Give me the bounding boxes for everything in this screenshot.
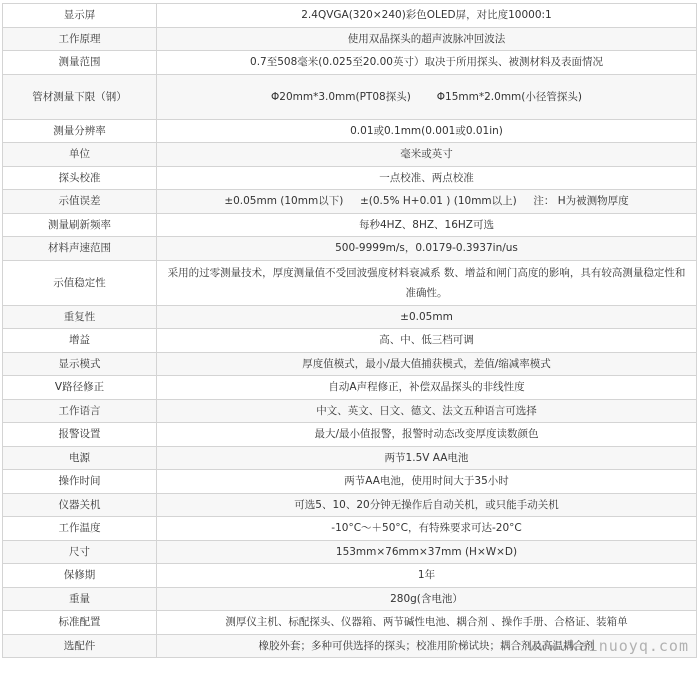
spec-label: 测量刷新频率 bbox=[3, 213, 157, 237]
watermark: www.kainuoyq.com bbox=[528, 637, 689, 655]
spec-label: 报警设置 bbox=[3, 423, 157, 447]
spec-value: 厚度值模式，最小/最大值捕获模式，差值/缩减率模式 bbox=[157, 352, 697, 376]
spec-value: 毫米或英寸 bbox=[157, 143, 697, 167]
spec-row-refresh bbox=[3, 213, 697, 237]
spec-value: 自动A声程修正，补偿双晶探头的非线性度 bbox=[157, 376, 697, 400]
spec-row-operating-time bbox=[3, 470, 697, 494]
spec-row-warranty bbox=[3, 564, 697, 588]
spec-label: 操作时间 bbox=[3, 470, 157, 494]
spec-row-weight bbox=[3, 587, 697, 611]
spec-row-standard-config bbox=[3, 611, 697, 635]
spec-label: 重复性 bbox=[3, 305, 157, 329]
spec-value: ±0.05mm bbox=[157, 305, 697, 329]
spec-row-range bbox=[3, 51, 697, 75]
spec-value: 0.7至508毫米(0.025至20.00英寸）取决于所用探头、被测材料及表面情况 bbox=[157, 51, 697, 75]
spec-label: 工作语言 bbox=[3, 399, 157, 423]
spec-value: -10°C～＋50°C，有特殊要求可达-20°C bbox=[157, 517, 697, 541]
spec-row-gain bbox=[3, 329, 697, 353]
spec-row-accessories bbox=[3, 634, 697, 658]
spec-row-stability bbox=[3, 260, 697, 305]
spec-label: 尺寸 bbox=[3, 540, 157, 564]
spec-value: 2.4QVGA(320×240)彩色OLED屏，对比度10000:1 bbox=[157, 4, 697, 28]
spec-row-temperature bbox=[3, 517, 697, 541]
spec-row-unit bbox=[3, 143, 697, 167]
spec-label: 保修期 bbox=[3, 564, 157, 588]
spec-row-shutdown bbox=[3, 493, 697, 517]
spec-value: ±0.05mm (10mm以下) ±(0.5% H+0.01 ) (10mm以上) 注： H为被测物厚度 bbox=[157, 190, 697, 214]
spec-row-calibration bbox=[3, 166, 697, 190]
spec-label: 重量 bbox=[3, 587, 157, 611]
spec-row-error bbox=[3, 190, 697, 214]
spec-label: 标准配置 bbox=[3, 611, 157, 635]
spec-label: 示值稳定性 bbox=[3, 260, 157, 305]
spec-row-language bbox=[3, 399, 697, 423]
spec-value: 一点校准、两点校准 bbox=[157, 166, 697, 190]
spec-label: 单位 bbox=[3, 143, 157, 167]
spec-label: 选配件 bbox=[3, 634, 157, 658]
spec-label: 测量分辨率 bbox=[3, 119, 157, 143]
spec-label: 显示屏 bbox=[3, 4, 157, 28]
spec-row-resolution bbox=[3, 119, 697, 143]
spec-label: 增益 bbox=[3, 329, 157, 353]
spec-value: 1年 bbox=[157, 564, 697, 588]
spec-label: V路径修正 bbox=[3, 376, 157, 400]
spec-value: 两节1.5V AA电池 bbox=[157, 446, 697, 470]
spec-value: 使用双晶探头的超声波脉冲回波法 bbox=[157, 27, 697, 51]
spec-row-repeatability bbox=[3, 305, 697, 329]
spec-value: 中文、英文、日文、德文、法文五种语言可选择 bbox=[157, 399, 697, 423]
spec-label: 工作原理 bbox=[3, 27, 157, 51]
spec-value: 500-9999m/s，0.0179-0.3937in/us bbox=[157, 237, 697, 261]
spec-value: 0.01或0.1mm(0.001或0.01in) bbox=[157, 119, 697, 143]
spec-value bbox=[157, 74, 697, 119]
spec-row-dimensions bbox=[3, 540, 697, 564]
spec-label: 显示模式 bbox=[3, 352, 157, 376]
spec-label: 探头校准 bbox=[3, 166, 157, 190]
spec-label: 材料声速范围 bbox=[3, 237, 157, 261]
spec-row-display-mode bbox=[3, 352, 697, 376]
spec-label: 测量范围 bbox=[3, 51, 157, 75]
spec-row-power bbox=[3, 446, 697, 470]
spec-label: 工作温度 bbox=[3, 517, 157, 541]
spec-label: 示值误差 bbox=[3, 190, 157, 214]
spec-row-principle bbox=[3, 27, 697, 51]
spec-value: 280g(含电池） bbox=[157, 587, 697, 611]
pipe-limit-value-b: Φ15mm*2.0mm(小径管探头) bbox=[436, 90, 582, 103]
spec-label: 仪器关机 bbox=[3, 493, 157, 517]
spec-row-velocity bbox=[3, 237, 697, 261]
spec-row-display bbox=[3, 4, 697, 28]
spec-label: 电源 bbox=[3, 446, 157, 470]
spec-value: 可选5、10、20分钟无操作后自动关机，或只能手动关机 bbox=[157, 493, 697, 517]
spec-value: 橡胶外套；多种可供选择的探头；校准用阶梯试块；耦合剂及高温耦合剂 bbox=[157, 634, 697, 658]
spec-table bbox=[2, 3, 697, 658]
spec-row-pipe-limit bbox=[3, 74, 697, 119]
pipe-limit-value-a: Φ20mm*3.0mm(PT08探头) bbox=[271, 90, 411, 103]
spec-value: 采用的过零测量技术，厚度测量值不受回波强度材料衰减系 数、增益和闸门高度的影响，具有较高测量稳定性和准确性。 bbox=[157, 260, 697, 305]
spec-value: 每秒4HZ、8HZ、16HZ可选 bbox=[157, 213, 697, 237]
spec-value: 最大/最小值报警，报警时动态改变厚度读数颜色 bbox=[157, 423, 697, 447]
spec-value: 测厚仪主机、标配探头、仪器箱、两节碱性电池、耦合剂 、操作手册、合格证、装箱单 bbox=[157, 611, 697, 635]
spec-value: 两节AA电池，使用时间大于35小时 bbox=[157, 470, 697, 494]
spec-label: 管材测量下限（钢） bbox=[3, 74, 157, 119]
spec-value: 高、中、低三档可调 bbox=[157, 329, 697, 353]
spec-value: 153mm×76mm×37mm (H×W×D) bbox=[157, 540, 697, 564]
spec-row-v-path bbox=[3, 376, 697, 400]
spec-row-alarm bbox=[3, 423, 697, 447]
